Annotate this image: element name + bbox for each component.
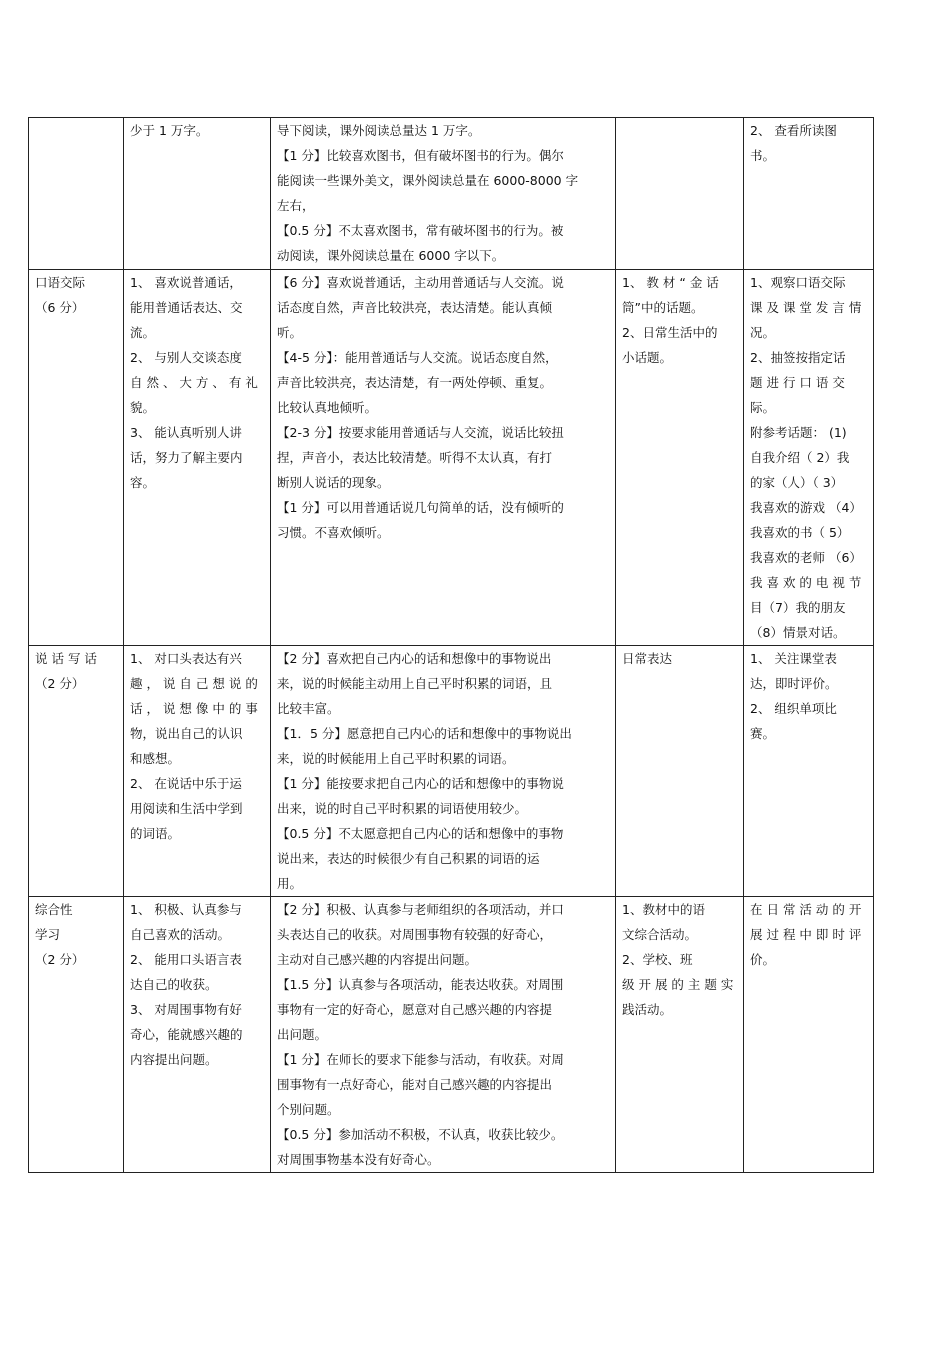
criteria-cell	[271, 270, 616, 646]
cell-text-line: 附参考话题： (1)	[750, 425, 847, 440]
cell-text-line: 内容提出问题。	[130, 1052, 218, 1067]
cell-text-line: 听。	[277, 325, 303, 340]
cell-text-line: 话态度自然，声音比较洪亮，表达清楚。能认真倾	[277, 300, 553, 315]
cell-text-line: 3、 对周围事物有好	[130, 1002, 242, 1017]
criteria-cell	[271, 118, 616, 270]
cell-text-line: 自 然 、 大 方 、 有 礼	[130, 375, 258, 390]
cell-text-line: 头表达自己的收获。对周围事物有较强的好奇心，	[277, 927, 553, 942]
cell-text-line: 容。	[130, 475, 156, 490]
goal-cell	[124, 897, 271, 1173]
cell-text-line: 综合性	[35, 902, 73, 917]
cell-text-line: 1、 积极、认真参与	[130, 902, 242, 917]
cell-text-line: 比较丰富。	[277, 701, 340, 716]
cell-text-line: 【1 分】能按要求把自己内心的话和想像中的事物说	[277, 776, 564, 791]
content-cell	[616, 646, 744, 897]
cell-text-line: 导下阅读，课外阅读总量达 1 万字。	[277, 123, 481, 138]
cell-text-line: 貌。	[130, 400, 156, 415]
cell-text-line: 自我介绍（ 2）我	[750, 450, 850, 465]
cell-text-line: 2、学校、班	[622, 952, 693, 967]
cell-text-line: 1、 关注课堂表	[750, 651, 837, 666]
cell-text-line: 口语交际	[35, 275, 86, 290]
content-cell	[616, 897, 744, 1173]
cell-text-line: 【2 分】积极、认真参与老师组织的各项活动，并口	[277, 902, 564, 917]
cell-text-line: 奇心，能就感兴趣的	[130, 1027, 243, 1042]
content-cell	[616, 270, 744, 646]
cell-text-line: 捏，声音小，表达比较清楚。听得不太认真，有打	[277, 450, 553, 465]
cell-text-line: 【1．5 分】愿意把自己内心的话和想像中的事物说出	[277, 726, 572, 741]
cell-text-line: 2、 查看所读图	[750, 123, 837, 138]
goal-cell	[124, 270, 271, 646]
cell-text-line: 1、观察口语交际	[750, 275, 846, 290]
cell-text-line: 1、 对口头表达有兴	[130, 651, 242, 666]
assessment-rubric-table	[28, 117, 874, 1173]
cell-text-line: 级 开 展 的 主 题 实	[622, 977, 734, 992]
cell-text-line: 【1 分】可以用普通话说几句简单的话，没有倾听的	[277, 500, 564, 515]
cell-text-line: 1、教材中的语	[622, 902, 705, 917]
rubric-row-speaking-writing	[29, 646, 874, 897]
criteria-cell	[271, 897, 616, 1173]
cell-text-line: 对周围事物基本没有好奇心。	[277, 1152, 440, 1167]
category-cell	[29, 646, 124, 897]
method-cell	[744, 118, 874, 270]
cell-text-line: 【2 分】喜欢把自己内心的话和想像中的事物说出	[277, 651, 552, 666]
rubric-row-oral-communication	[29, 270, 874, 646]
cell-text-line: 目（7）我的朋友	[750, 600, 846, 615]
cell-text-line: 主动对自己感兴趣的内容提出问题。	[277, 952, 478, 967]
cell-text-line: 出来，说的时自己平时积累的词语使用较少。	[277, 801, 528, 816]
cell-text-line: 2、抽签按指定话	[750, 350, 846, 365]
cell-text-line: 赛。	[750, 726, 776, 741]
cell-text-line: 文综合活动。	[622, 927, 698, 942]
cell-text-line: （2 分）	[35, 676, 85, 691]
cell-text-line: 出问题。	[277, 1027, 328, 1042]
method-cell	[744, 897, 874, 1173]
category-cell	[29, 270, 124, 646]
cell-text-line: 2、 在说话中乐于运	[130, 776, 242, 791]
rubric-body	[29, 118, 874, 1173]
rubric-row-reading-continued	[29, 118, 874, 270]
cell-text-line: 价。	[750, 952, 776, 967]
cell-text-line: 围事物有一点好奇心，能对自己感兴趣的内容提出	[277, 1077, 553, 1092]
cell-text-line: 说 话 写 话	[35, 651, 97, 666]
cell-text-line: 声音比较洪亮，表达清楚，有一两处停顿、重复。	[277, 375, 553, 390]
cell-text-line: 我喜欢的游戏 （4）	[750, 500, 862, 515]
cell-text-line: 我喜欢的书（ 5）	[750, 525, 850, 540]
cell-text-line: 用。	[277, 876, 303, 891]
cell-text-line: 断别人说话的现象。	[277, 475, 390, 490]
cell-text-line: 2、日常生活中的	[622, 325, 718, 340]
cell-text-line: 【0.5 分】不太喜欢图书，常有破坏图书的行为。被	[277, 223, 564, 238]
cell-text-line: 筒”中的话题。	[622, 300, 704, 315]
cell-text-line: 个别问题。	[277, 1102, 340, 1117]
cell-text-line: 【1 分】在师长的要求下能参与活动，有收获。对周	[277, 1052, 564, 1067]
cell-text-line: 来，说的时候能用上自己平时积累的词语。	[277, 751, 515, 766]
cell-text-line: 况。	[750, 325, 776, 340]
cell-text-line: 能用普通话表达、交	[130, 300, 243, 315]
cell-text-line: 自己喜欢的活动。	[130, 927, 231, 942]
goal-cell	[124, 646, 271, 897]
cell-text-line: 学习	[35, 927, 61, 942]
cell-text-line: 【2-3 分】按要求能用普通话与人交流，说话比较扭	[277, 425, 564, 440]
cell-text-line: 1、 喜欢说普通话，	[130, 275, 242, 290]
content-cell	[616, 118, 744, 270]
cell-text-line: 我喜欢的老师 （6）	[750, 550, 862, 565]
cell-text-line: 展 过 程 中 即 时 评	[750, 927, 862, 942]
method-cell	[744, 270, 874, 646]
cell-text-line: 书。	[750, 148, 776, 163]
cell-text-line: 用阅读和生活中学到	[130, 801, 243, 816]
cell-text-line: 3、 能认真听别人讲	[130, 425, 242, 440]
cell-text-line: 1、 教 材 “ 金 话	[622, 275, 719, 290]
cell-text-line: 来，说的时候能主动用上自己平时积累的词语，且	[277, 676, 553, 691]
cell-text-line: 话，努力了解主要内	[130, 450, 243, 465]
cell-text-line: 能阅读一些课外美文，课外阅读总量在 6000-8000 字	[277, 173, 579, 188]
cell-text-line: 【1.5 分】认真参与各项活动，能表达收获。对周围	[277, 977, 564, 992]
cell-text-line: 2、 能用口头语言表	[130, 952, 242, 967]
goal-cell	[124, 118, 271, 270]
cell-text-line: 说出来，表达的时候很少有自己积累的词语的运	[277, 851, 540, 866]
cell-text-line: 的词语。	[130, 826, 181, 841]
cell-text-line: 和感想。	[130, 751, 181, 766]
cell-text-line: 题 进 行 口 语 交	[750, 375, 845, 390]
cell-text-line: 【4-5 分】：能用普通话与人交流。说话态度自然，	[277, 350, 558, 365]
cell-text-line: 左右，	[277, 198, 315, 213]
cell-text-line: 2、 组织单项比	[750, 701, 837, 716]
cell-text-line: 日常表达	[622, 651, 673, 666]
cell-text-line: 2、 与别人交谈态度	[130, 350, 242, 365]
cell-text-line: 事物有一定的好奇心，愿意对自己感兴趣的内容提	[277, 1002, 553, 1017]
cell-text-line: 我 喜 欢 的 电 视 节	[750, 575, 862, 590]
category-cell	[29, 118, 124, 270]
cell-text-line: 趣 ， 说 自 己 想 说 的	[130, 676, 258, 691]
cell-text-line: 【6 分】喜欢说普通话，主动用普通话与人交流。说	[277, 275, 564, 290]
cell-text-line: 小话题。	[622, 350, 673, 365]
cell-text-line: 流。	[130, 325, 156, 340]
cell-text-line: 【0.5 分】参加活动不积极，不认真，收获比较少。	[277, 1127, 564, 1142]
category-cell	[29, 897, 124, 1173]
cell-text-line: 达自己的收获。	[130, 977, 218, 992]
cell-text-line: 习惯。不喜欢倾听。	[277, 525, 390, 540]
rubric-row-integrated-learning	[29, 897, 874, 1173]
cell-text-line: 际。	[750, 400, 776, 415]
cell-text-line: 课 及 课 堂 发 言 情	[750, 300, 862, 315]
method-cell	[744, 646, 874, 897]
cell-text-line: （6 分）	[35, 300, 85, 315]
cell-text-line: 【1 分】比较喜欢图书，但有破坏图书的行为。偶尔	[277, 148, 564, 163]
cell-text-line: （8）情景对话。	[750, 625, 846, 640]
cell-text-line: 动阅读，课外阅读总量在 6000 字以下。	[277, 248, 505, 263]
cell-text-line: 话 ， 说 想 像 中 的 事	[130, 701, 258, 716]
cell-text-line: 的家（人）（ 3）	[750, 475, 844, 490]
criteria-cell	[271, 646, 616, 897]
cell-text-line: 少于 1 万字。	[130, 123, 209, 138]
cell-text-line: 物，说出自己的认识	[130, 726, 243, 741]
cell-text-line: 【0.5 分】不太愿意把自己内心的话和想像中的事物	[277, 826, 564, 841]
cell-text-line: 践活动。	[622, 1002, 673, 1017]
cell-text-line: 达，即时评价。	[750, 676, 838, 691]
cell-text-line: 比较认真地倾听。	[277, 400, 378, 415]
cell-text-line: 在 日 常 活 动 的 开	[750, 902, 862, 917]
cell-text-line: （2 分）	[35, 952, 85, 967]
